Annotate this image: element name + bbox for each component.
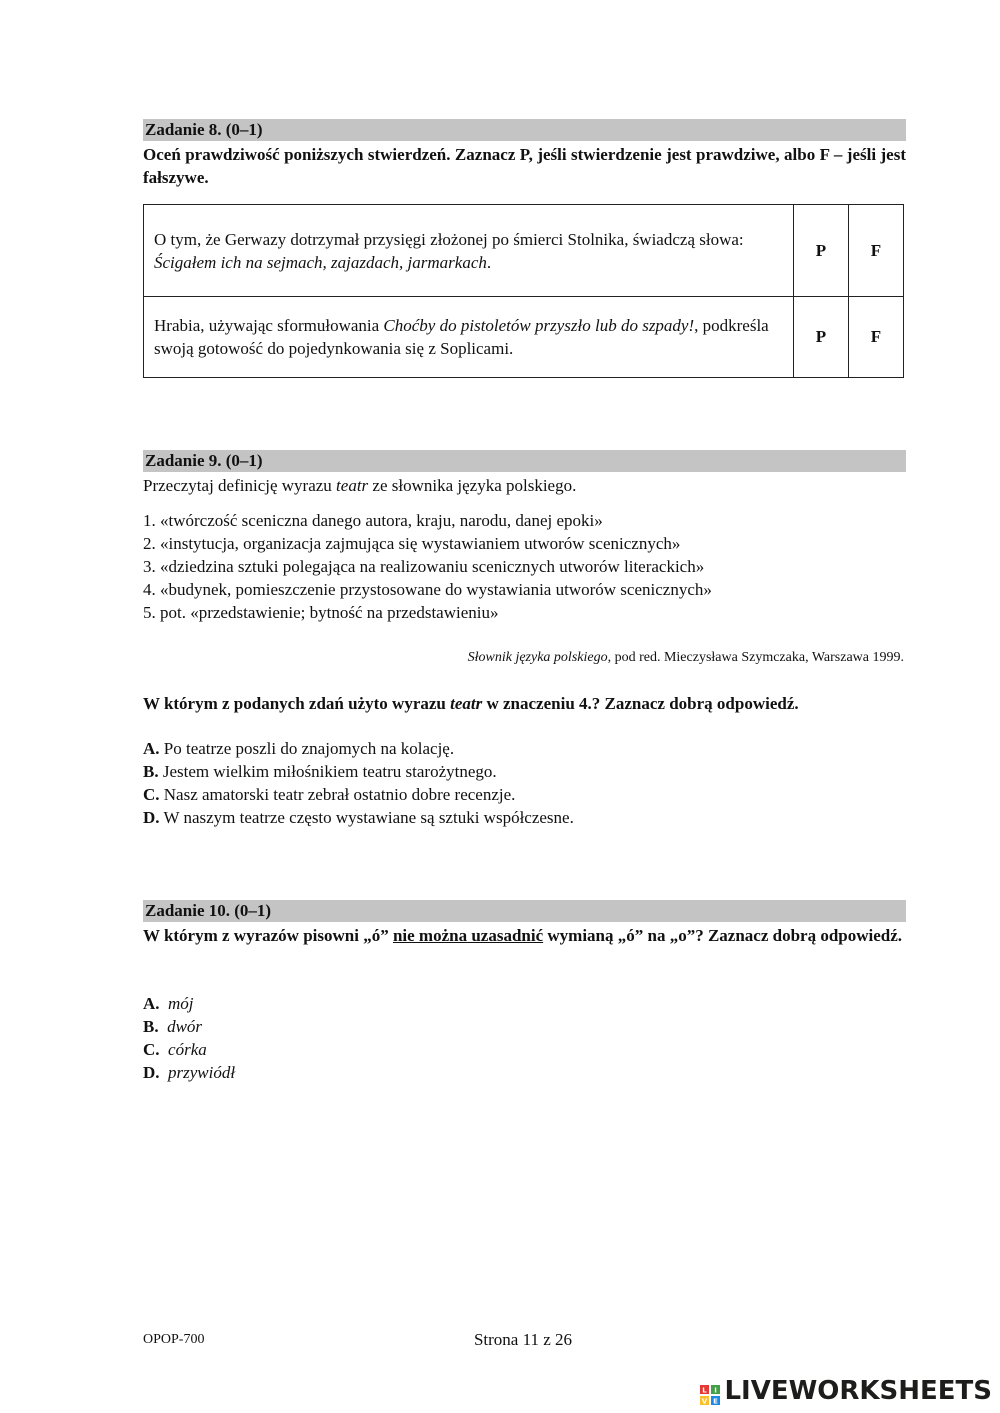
answer-option-d[interactable]: D. W naszym teatrze często wystawiane są sztuki współczesne.	[143, 808, 574, 827]
liveworksheets-logo-icon	[700, 1385, 720, 1405]
statement-2: Hrabia, używając sformułowania Choćby do pistoletów przyszło lub do szpady!, podkreśla swoją gotowość do pojedynkowania się z Soplicami.	[144, 297, 794, 378]
exam-code: OPOP-700	[143, 1332, 205, 1347]
task8-instruction: Oceń prawdziwość poniższych stwierdzeń. Zaznacz P, jeśli stwierdzenie jest prawdziwe, albo F – jeśli jest fałszywe.	[143, 145, 906, 187]
answer-option-d[interactable]: D. przywiódł	[143, 1063, 236, 1082]
svg-text:L: L	[702, 1386, 708, 1395]
list-item: 2. «instytucja, organizacja zajmująca się wystawianiem utworów scenicznych»	[143, 534, 681, 553]
list-item: 4. «budynek, pomieszczenie przystosowane do wystawiania utworów scenicznych»	[143, 580, 712, 599]
task9-answers	[143, 737, 906, 829]
answer-option-b[interactable]: B. Jestem wielkim miłośnikiem teatru starożytnego.	[143, 762, 497, 781]
true-option-2[interactable]: P	[794, 297, 849, 378]
task10-answers	[143, 992, 906, 1084]
answer-option-a[interactable]: A. Po teatrze poszli do znajomych na kolację.	[143, 739, 455, 758]
svg-text:E: E	[713, 1397, 719, 1406]
answer-option-c[interactable]: C. Nasz amatorski teatr zebrał ostatnio dobre recenzje.	[143, 785, 516, 804]
false-option-2[interactable]: F	[849, 297, 904, 378]
liveworksheets-watermark	[700, 1376, 992, 1406]
definition-list	[143, 509, 906, 624]
statement-1: O tym, że Gerwazy dotrzymał przysięgi złożonej po śmierci Stolnika, świadczą słowa: Ścigałem ich na sejmach, zajazdach, jarmarkach.	[144, 205, 794, 297]
task9-header: Zadanie 9. (0–1)	[143, 450, 906, 472]
table-row	[144, 205, 904, 297]
list-item: 3. «dziedzina sztuki polegająca na realizowaniu scenicznych utworów literackich»	[143, 557, 705, 576]
svg-text:V: V	[702, 1397, 708, 1406]
task8-header: Zadanie 8. (0–1)	[143, 119, 906, 141]
task10-header: Zadanie 10. (0–1)	[143, 900, 906, 922]
list-item: 5. pot. «przedstawienie; bytność na przedstawieniu»	[143, 603, 499, 622]
answer-option-b[interactable]: B. dwór	[143, 1017, 203, 1036]
task9-intro: Przeczytaj definicję wyrazu teatr ze słownika języka polskiego.	[143, 476, 577, 495]
answer-option-c[interactable]: C. córka	[143, 1040, 207, 1059]
table-row	[144, 297, 904, 378]
false-option-1[interactable]: F	[849, 205, 904, 297]
dictionary-source: Słownik języka polskiego, pod red. Mieczysława Szymczaka, Warszawa 1999.	[467, 650, 904, 665]
answer-option-a[interactable]: A. mój	[143, 994, 194, 1013]
watermark-text: LIVEWORKSHEETS	[724, 1376, 992, 1406]
task10-question: W którym z wyrazów pisowni „ó” nie można uzasadnić wymianą „ó” na „o”? Zaznacz dobrą odpowiedź.	[143, 926, 903, 945]
true-option-1[interactable]: P	[794, 205, 849, 297]
task9-question: W którym z podanych zdań użyto wyrazu teatr w znaczeniu 4.? Zaznacz dobrą odpowiedź.	[143, 694, 799, 713]
page-number: Strona 11 z 26	[473, 1330, 573, 1349]
svg-text:I: I	[714, 1386, 718, 1395]
list-item: 1. «twórczość sceniczna danego autora, kraju, narodu, danej epoki»	[143, 511, 603, 530]
true-false-table	[143, 204, 904, 378]
